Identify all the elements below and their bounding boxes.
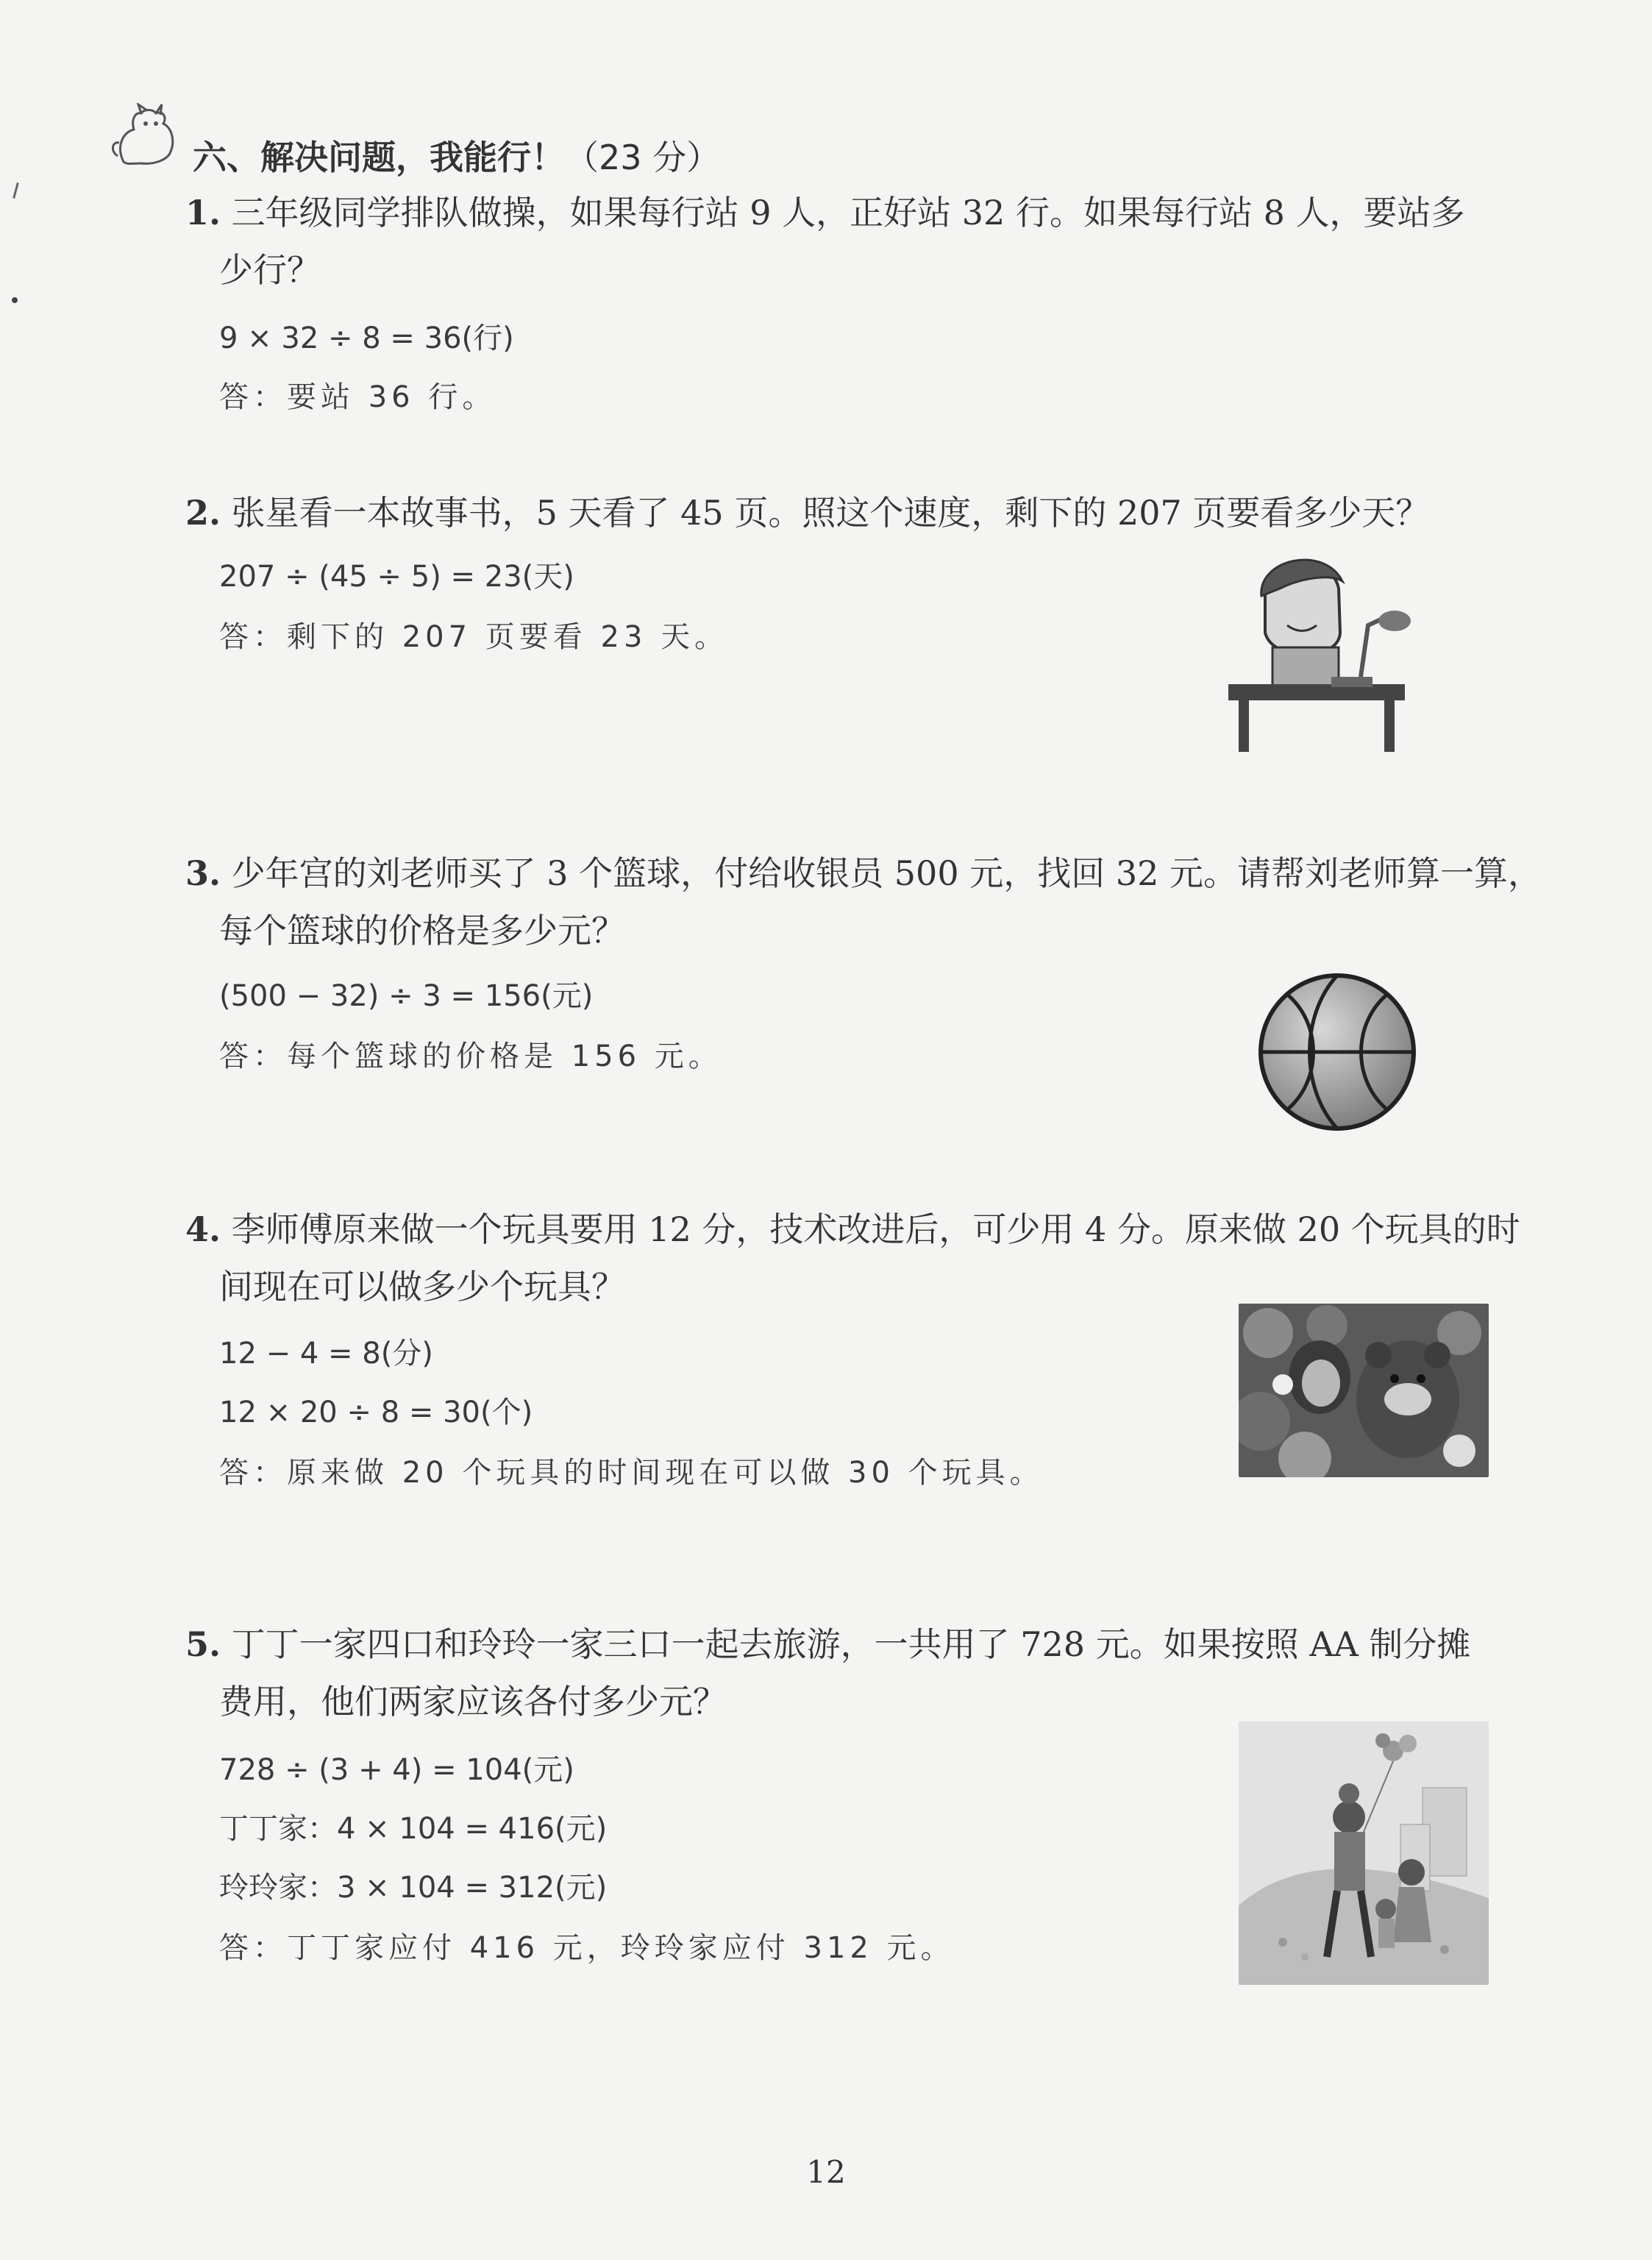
question-number: 4. (185, 1209, 221, 1249)
question-2 (185, 484, 1429, 541)
question-text-cont: 间现在可以做多少个玩具？ (219, 1267, 625, 1307)
question-text: 李师傅原来做一个玩具要用 12 分，技术改进后，可少用 4 分。原来做 20 个玩具的时 (231, 1209, 1520, 1249)
section-score: （23 分） (565, 138, 721, 177)
answer-line: 答：每个篮球的价格是 156 元。 (219, 1040, 722, 1073)
question-text: 三年级同学排队做操，如果每行站 9 人，正好站 32 行。如果每行站 8 人，要站多 (231, 193, 1465, 232)
family-travel-illustration (1239, 1721, 1489, 1985)
question-4 (185, 1201, 1520, 1315)
work-line: 丁丁家：4 × 104 = 416(元) (219, 1812, 608, 1846)
question-text-cont: 每个篮球的价格是多少元？ (219, 911, 625, 950)
question-text-cont: 费用，他们两家应该各付多少元？ (219, 1682, 727, 1721)
work-line: 728 ÷ (3 + 4) = 104(元) (219, 1753, 574, 1787)
work-line: 9 × 32 ÷ 8 = 36(行) (219, 321, 514, 355)
basketball-illustration (1256, 971, 1418, 1133)
question-number: 3. (185, 853, 221, 893)
boy-reading-illustration (1221, 544, 1427, 758)
section-title: 六、解决问题，我能行！ (193, 138, 565, 177)
answer-line: 答：要站 36 行。 (219, 380, 496, 414)
question-number: 2. (185, 493, 221, 533)
answer-line: 答：原来做 20 个玩具的时间现在可以做 30 个玩具。 (219, 1456, 1044, 1490)
page-number: 12 (806, 2154, 846, 2190)
question-5 (185, 1616, 1470, 1730)
work-line: 玲玲家：3 × 104 = 312(元) (219, 1871, 608, 1905)
work-line: 207 ÷ (45 ÷ 5) = 23(天) (219, 560, 574, 594)
answer-line: 答：剩下的 207 页要看 23 天。 (219, 620, 729, 654)
answer-line: 答：丁丁家应付 416 元，玲玲家应付 312 元。 (219, 1931, 955, 1965)
section-header (193, 131, 720, 180)
question-1 (185, 184, 1464, 299)
question-text: 丁丁一家四口和玲玲一家三口一起去旅游，一共用了 728 元。如果按照 AA 制分摊 (231, 1624, 1471, 1664)
cat-icon (109, 103, 190, 169)
question-text: 张星看一本故事书，5 天看了 45 页。照这个速度，剩下的 207 页要看多少天？ (231, 493, 1430, 533)
work-line: 12 × 20 ÷ 8 = 30(个) (219, 1396, 533, 1429)
work-line: 12 − 4 = 8(分) (219, 1337, 433, 1371)
question-number: 1. (185, 193, 221, 232)
question-3 (185, 845, 1542, 959)
stray-mark (12, 297, 18, 303)
plush-toys-photo (1239, 1304, 1489, 1477)
question-text: 少年宫的刘老师买了 3 个篮球，付给收银员 500 元，找回 32 元。请帮刘老师算一算， (231, 853, 1542, 893)
question-text-cont: 少行？ (219, 250, 321, 290)
work-line: (500 − 32) ÷ 3 = 156(元) (219, 979, 594, 1013)
stray-line (13, 182, 19, 199)
question-number: 5. (185, 1624, 221, 1664)
